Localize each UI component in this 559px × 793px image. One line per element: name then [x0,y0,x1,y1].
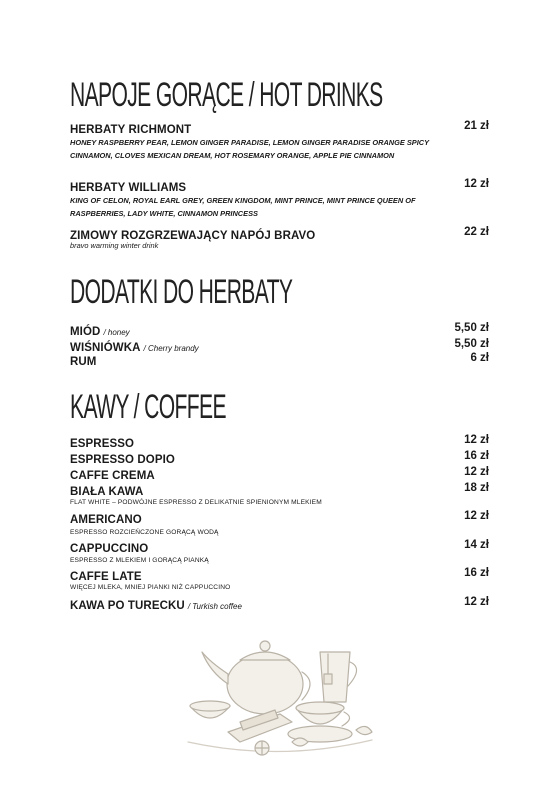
item-name: MIÓD [70,326,101,338]
item-description: HONEY RASPBERRY PEAR, LEMON GINGER PARADISE, LEMON GINGER PARADISE ORANGE SPICY CINNAMON, CLOVES MEXICAN DREAM, HOT ROSEMARY ORANGE, APPLE PIE CINNAMON [70,138,429,160]
menu-item [70,178,489,196]
menu-item [70,482,489,500]
item-name: ESPRESSO DOPIO [70,454,175,466]
item-name: AMERICANO [70,514,142,526]
item-name: CAFFE CREMA [70,470,155,482]
item-price: 12 zł [464,178,489,190]
item-description: FLAT WHITE – PODWÓJNE ESPRESSO Z DELIKATNIE SPIENIONYM MLEKIEM [70,499,322,506]
item-price: 6 zł [470,352,489,364]
item-price: 16 zł [464,567,489,579]
item-name: ESPRESSO [70,438,135,450]
item-subtitle: / honey [103,328,130,337]
item-description: WIĘCEJ MLEKA, MNIEJ PIANKI NIŻ CAPPUCCINO [70,584,231,591]
item-description: ESPRESSO Z MLEKIEM I GORĄCĄ PIANKĄ [70,557,209,564]
item-price: 14 zł [464,539,489,551]
item-price: 22 zł [464,226,489,238]
item-price: 16 zł [464,450,489,462]
item-description: ESPRESSO ROZCIEŃCZONE GORĄCĄ WODĄ [70,529,219,536]
item-price: 12 zł [464,434,489,446]
section-title-tea-extras: DODATKI DO HERBATY [70,273,293,311]
item-price: 12 zł [464,466,489,478]
item-price: 5,50 zł [454,322,489,334]
teapot-and-cups-icon [180,622,380,772]
item-name: CAFFE LATE [70,571,142,583]
section-title-coffee: KAWY / COFFEE [70,388,226,426]
menu-item [70,352,489,370]
menu-item [70,567,489,585]
section-title-hot-drinks: NAPOJE GORĄCE / HOT DRINKS [70,76,383,114]
menu-item [70,539,489,557]
menu-item [70,120,489,138]
item-name: HERBATY WILLIAMS [70,182,187,194]
item-price: 21 zł [464,120,489,132]
menu-item [70,510,489,528]
item-price: 18 zł [464,482,489,494]
item-price: 12 zł [464,596,489,608]
item-name: CAPPUCCINO [70,543,149,555]
item-name: KAWA PO TURECKU [70,600,185,612]
menu-item [70,596,489,614]
item-price: 12 zł [464,510,489,522]
item-subtitle: / Turkish coffee [187,602,242,611]
item-name: ZIMOWY ROZGRZEWAJĄCY NAPÓJ BRAVO [70,230,316,242]
item-description: KING OF CELON, ROYAL EARL GREY, GREEN KINGDOM, MINT PRINCE, MINT PRINCE QUEEN OF RASPBERRIES, LADY WHITE, CINNAMON PRINCESS [70,196,416,218]
item-name: HERBATY RICHMONT [70,124,192,136]
item-subtitle: / Cherry brandy [143,344,199,353]
item-name: WIŚNIÓWKA [70,342,141,354]
item-name: RUM [70,356,97,368]
item-price: 5,50 zł [454,338,489,350]
item-description: bravo warming winter drink [70,241,159,250]
item-name: BIAŁA KAWA [70,486,144,498]
